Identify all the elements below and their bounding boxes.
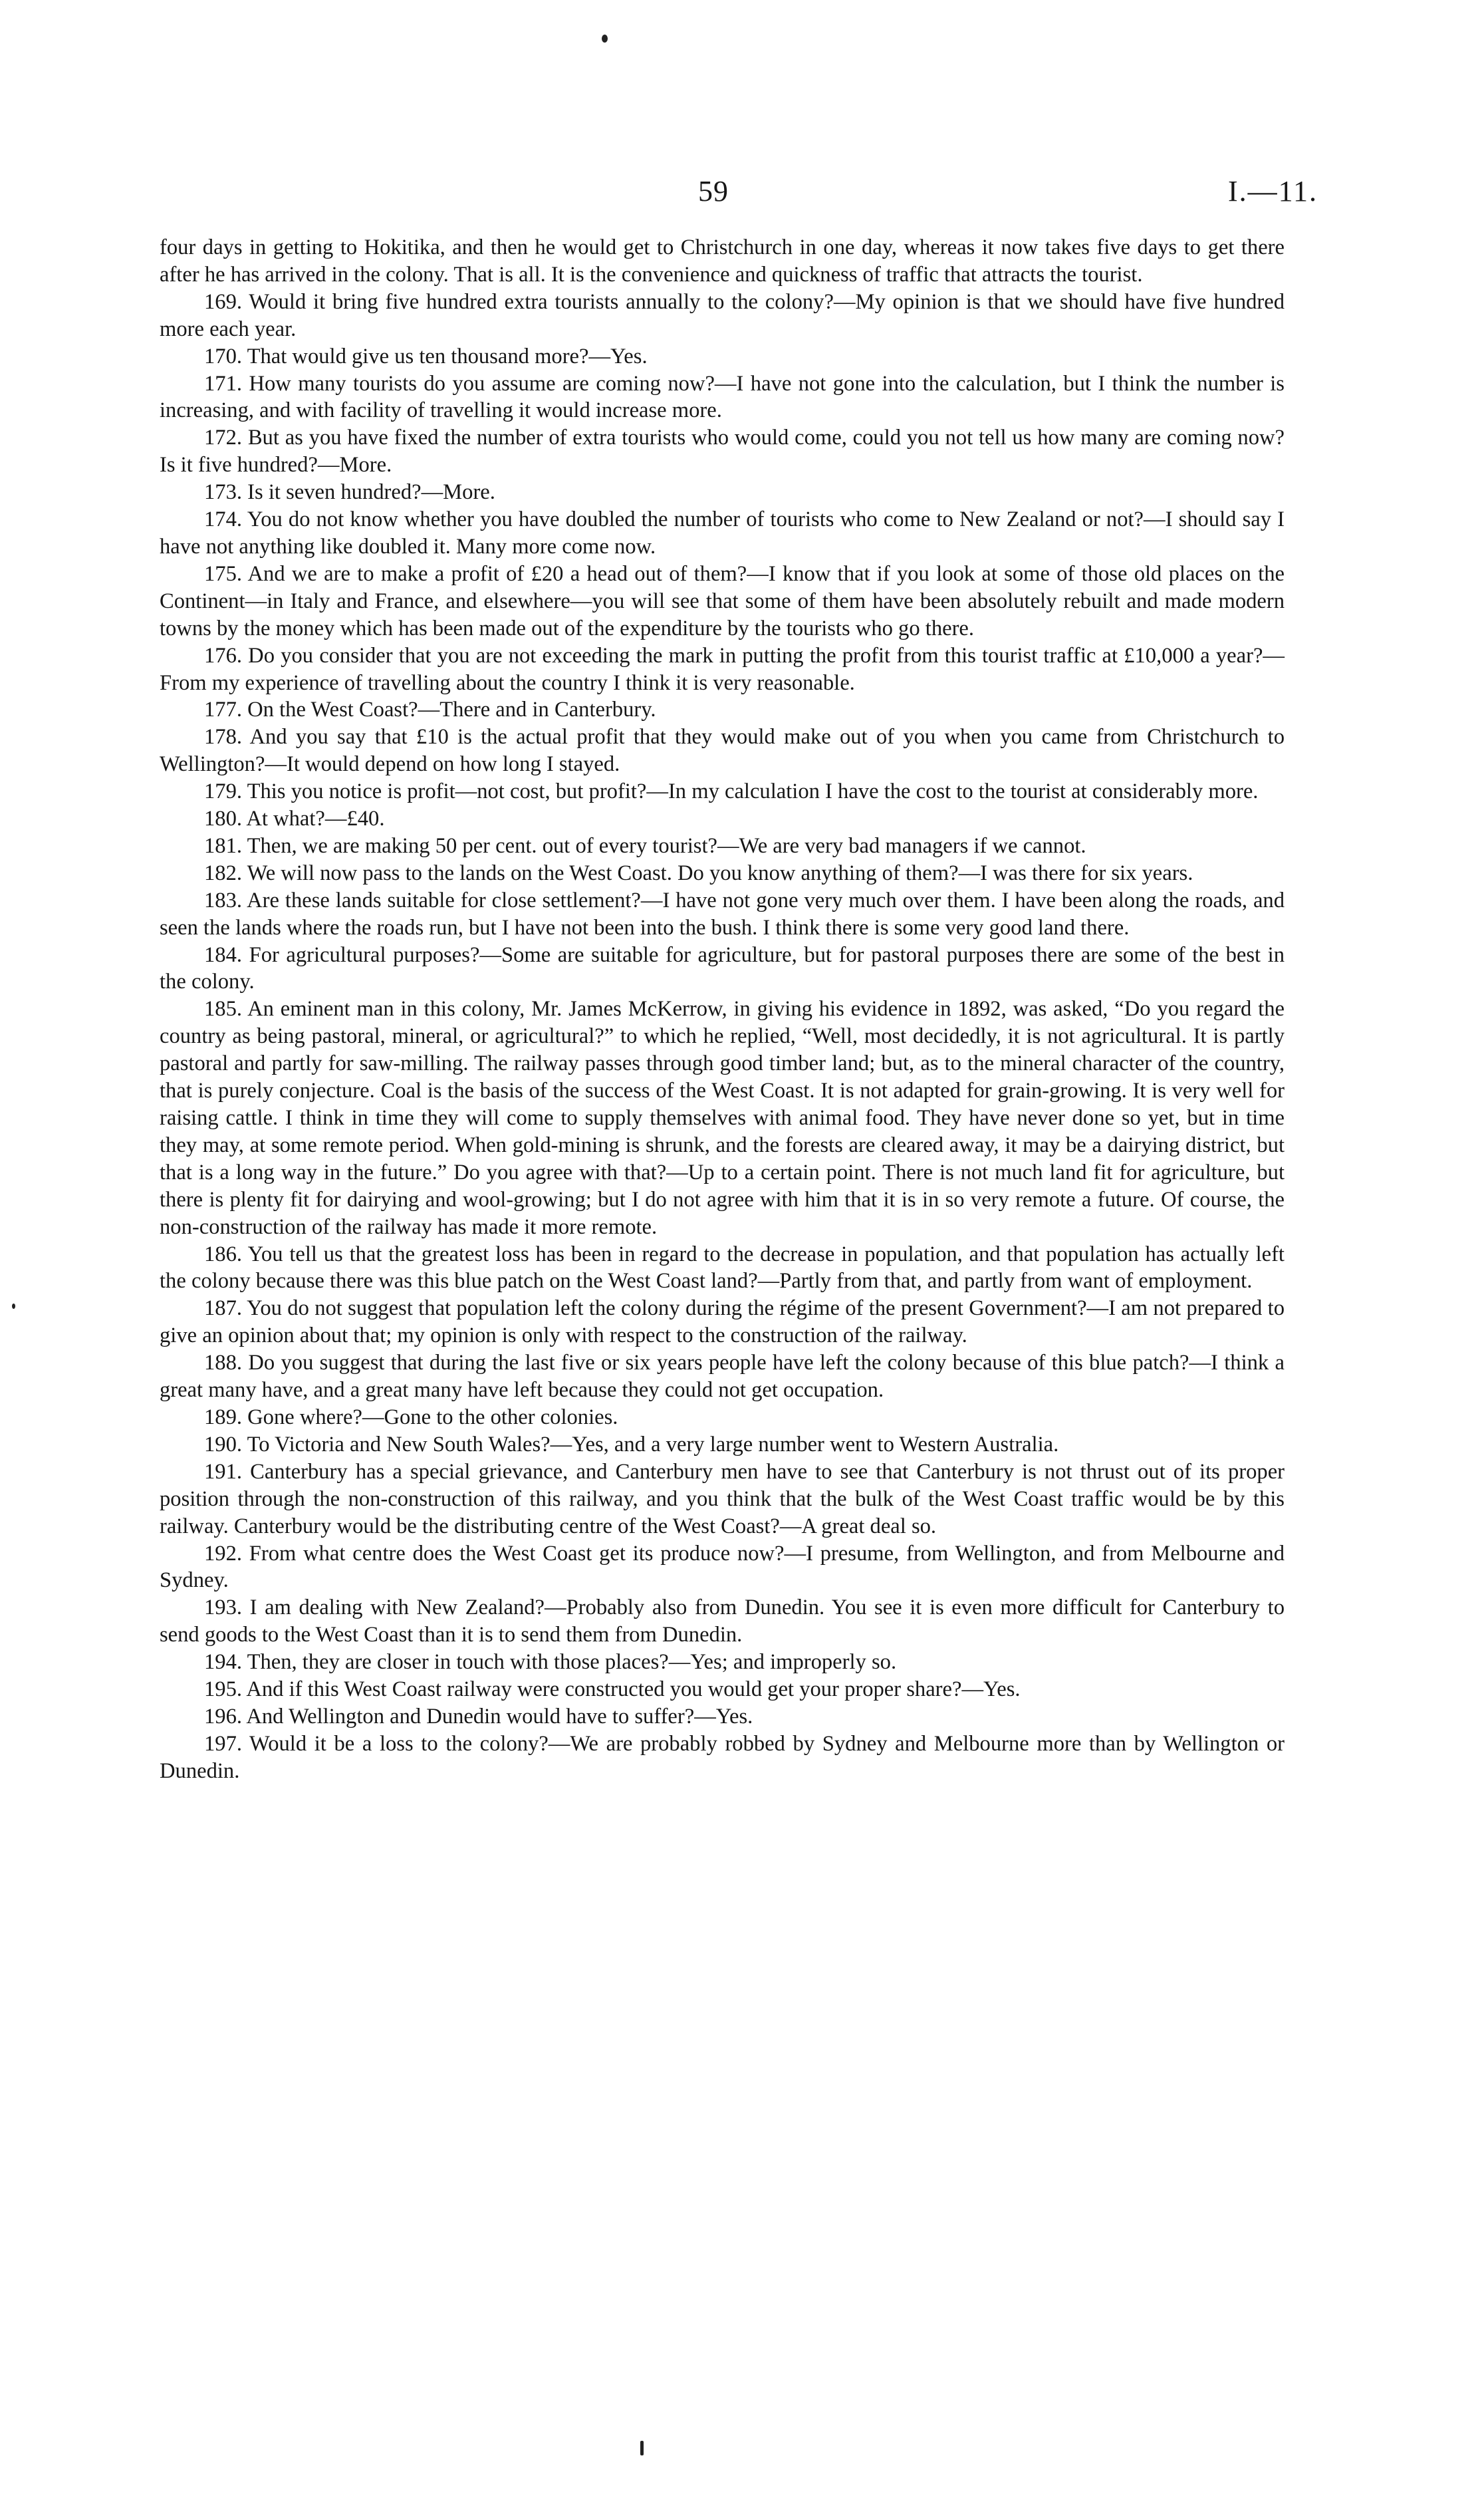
paragraph: 192. From what centre does the West Coast get its produce now?—I presume, from Wellington, and from Melbourne and Sydney. [160,1541,1285,1593]
paragraph: 181. Then, we are making 50 per cent. out of every tourist?—We are very bad managers if we cannot. [204,833,1086,858]
paragraph: 178. And you say that £10 is the actual profit that they would make out of you when you came from Christchurch to Wellington?—It would depend on how long I stayed. [160,725,1285,777]
paragraph: 171. How many tourists do you assume are coming now?—I have not gone into the calculation, but I think the number is increasing, and with facility of travelling it would increase more. [160,371,1285,423]
scan-speck-left [12,1304,15,1309]
scan-speck-bottom [640,2441,644,2455]
paragraph: 195. And if this West Coast railway were constructed you would get your proper share?—Yes. [204,1677,1021,1702]
page-reference: I.—11. [1228,175,1318,208]
scan-speck-top [602,35,608,43]
paragraph: 179. This you notice is profit—not cost, but profit?—In my calculation I have the cost to the tourist at considerably more. [204,779,1259,804]
paragraph: 186. You tell us that the greatest loss has been in regard to the decrease in population, and that population has actually left the colony because there was this blue patch on the West Coast land?—Partly from that, and partly from want of employment. [160,1242,1285,1294]
paragraph: 170. That would give us ten thousand more?—Yes. [204,344,648,368]
paragraph: 180. At what?—£40. [204,807,385,831]
paragraph: 175. And we are to make a profit of £20 a head out of them?—I know that if you look at some of those old places on the Continent—in Italy and France, and elsewhere—you will see that some of them have been absolutely rebuilt and made modern towns by the money which has been made out of the expenditure by the tourists who go there. [160,561,1285,640]
paragraph: 169. Would it bring five hundred extra tourists annually to the colony?—My opinion is that we should have five hundred more each year. [160,289,1285,341]
paragraph: 174. You do not know whether you have doubled the number of tourists who come to New Zealand or not?—I should say I have not anything like doubled it. Many more come now. [160,507,1285,559]
paragraph: 173. Is it seven hundred?—More. [204,480,495,505]
paragraph: 172. But as you have fixed the number of extra tourists who would come, could you not tell us how many are coming now? Is it five hundred?—More. [160,426,1285,478]
paragraph: 177. On the West Coast?—There and in Canterbury. [204,698,656,722]
paragraph: 183. Are these lands suitable for close settlement?—I have not gone very much over them. I have been along the roads, and seen the lands where the roads run, but I have not been into the bush. I think there is some very good land there. [160,888,1285,940]
paragraph: 184. For agricultural purposes?—Some are suitable for agriculture, but for pastoral purposes there are some of the best in the colony. [160,942,1285,994]
paragraph: 194. Then, they are closer in touch with those places?—Yes; and improperly so. [204,1650,897,1675]
paragraph: 196. And Wellington and Dunedin would have to suffer?—Yes. [204,1704,753,1729]
paragraph: 185. An eminent man in this colony, Mr. James McKerrow, in giving his evidence in 1892, was asked, “Do you regard the country as being pastoral, mineral, or agricultural?” to which he replied, “Well, most decidedly, it is not agricultural. It is partly pastoral and partly for saw-milling. The railway passes through good timber land; but, as to the mineral character of the country, that is purely conjecture. Coal is the basis of the success of the West Coast. It is not adapted for grain-growing. It is very well for raising cattle. I think in time they will come to supply themselves with animal food. They have never done so yet, but in time they may, at some remote period. When gold-mining is shrunk, and the forests are cleared away, it may be a dairying district, but that is a long way in the future.” Do you agree with that?—Up to a certain point. There is not much land fit for agriculture, but there is plenty fit for dairying and wool-growing; but I do not agree with him that it is in so very remote a future. Of course, the non-construction of the railway has made it more remote. [160,997,1285,1239]
paragraph: 197. Would it be a loss to the colony?—We are probably robbed by Sydney and Melbourne more than by Wellington or Dunedin. [160,1731,1285,1783]
paragraph: 187. You do not suggest that population left the colony during the régime of the present Government?—I am not prepared to give an opinion about that; my opinion is only with respect to the construction of the railway. [160,1296,1285,1348]
paragraph: 182. We will now pass to the lands on the West Coast. Do you know anything of them?—I was there for six years. [204,861,1193,885]
paragraph: 189. Gone where?—Gone to the other colonies. [204,1405,618,1429]
page-number: 59 [698,175,729,208]
paragraph: four days in getting to Hokitika, and then he would get to Christchurch in one day, whereas it now takes five days to get there after he has arrived in the colony. That is all. It is the convenience and quickness of traffic that attracts the tourist. [160,235,1285,287]
paragraph: 191. Canterbury has a special grievance, and Canterbury men have to see that Canterbury is not thrust out of its proper position through the non-construction of this railway, and you think that the bulk of the West Coast traffic would be by this railway. Canterbury would be the distributing centre of the West Coast?—A great deal so. [160,1459,1285,1538]
paragraph: 193. I am dealing with New Zealand?—Probably also from Dunedin. You see it is even more difficult for Canterbury to send goods to the West Coast than it is to send them from Dunedin. [160,1596,1285,1647]
paragraph: 176. Do you consider that you are not exceeding the mark in putting the profit from this tourist traffic at £10,000 a year?—From my experience of travelling about the country I think it is very reasonable. [160,643,1285,695]
paragraph: 188. Do you suggest that during the last five or six years people have left the colony because of this blue patch?—I think a great many have, and a great many have left because they could not get occupation. [160,1351,1285,1403]
body-text [160,234,1285,1785]
paragraph: 190. To Victoria and New South Wales?—Yes, and a very large number went to Western Australia. [204,1432,1059,1457]
